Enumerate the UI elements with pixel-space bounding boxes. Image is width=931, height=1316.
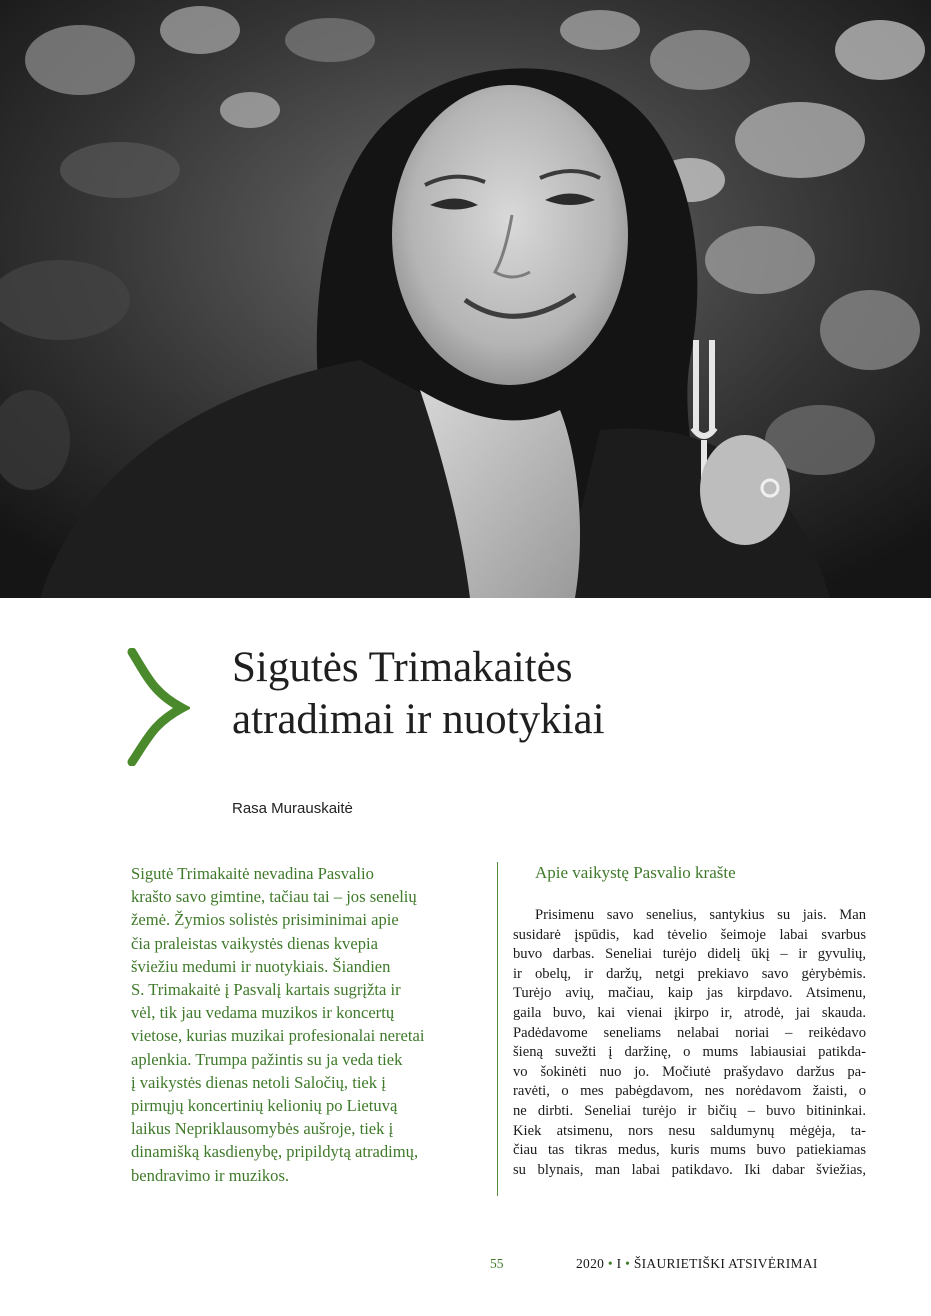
title-line: atradimai ir nuotykiai	[232, 696, 605, 743]
separator-dot: •	[625, 1256, 631, 1271]
lead-line: vėl, tik jau vedama muzikos ir koncertų	[131, 1003, 395, 1023]
body-line: šieną suvežti į daržinę, o mums labiausiai patikda-	[513, 1044, 866, 1061]
lead-paragraph	[131, 862, 476, 1187]
author-name: Rasa Murauskaitė	[232, 800, 353, 817]
lead-line: dinamišką kasdienybę, pripildytą atradimų,	[131, 1142, 419, 1162]
angle-bracket-icon	[118, 648, 190, 766]
column-divider	[497, 862, 498, 1196]
body-line: Kiek atsimenu, nors nesu saldumynų mėgėja, ta-	[513, 1122, 866, 1139]
lead-line: šviežiu medumi ir nuotykiais. Šiandien	[131, 956, 391, 976]
lead-line: bendravimo ir muzikos.	[131, 1165, 290, 1185]
lead-line: Sigutė Trimakaitė nevadina Pasvalio	[131, 864, 374, 883]
lead-line: S. Trimakaitė į Pasvalį kartais sugrįžta ir	[131, 980, 401, 1000]
body-line: susidarė įspūdis, kad tėvelio šeimoje labai svarbus	[513, 926, 866, 943]
lead-line: čia praleistas vaikystės dienas kvepia	[131, 933, 378, 953]
cover-photo	[0, 0, 931, 598]
body-paragraph	[513, 906, 866, 1180]
body-line: Turėjo avių, mačiau, kaip jas kirpdavo. Atsimenu,	[513, 985, 866, 1002]
separator-dot: •	[607, 1256, 613, 1271]
issue-number: I	[616, 1256, 622, 1271]
issue-info	[576, 1256, 818, 1272]
portrait-photo	[0, 0, 931, 598]
title-line: Sigutės Trimakaitės	[232, 644, 573, 691]
lead-line: krašto savo gimtine, tačiau tai – jos senelių	[131, 887, 417, 907]
body-line: ir obelų, ir daržų, netgi prekiavo savo gėrybėmis.	[513, 965, 866, 982]
body-line: čiau tas tikras medus, kuris mums buvo patiekiamas	[513, 1142, 866, 1159]
article-title	[232, 642, 605, 746]
lead-line: pirmųjų koncertinių kelionių po Lietuvą	[131, 1096, 398, 1116]
body-line: ne dirbti. Seneliai turėjo ir bičių – buvo bitininkai.	[513, 1102, 866, 1119]
lead-line: žemė. Žymios solistės prisiminimai apie	[131, 910, 399, 930]
body-line: gaila buvo, kai vienai įkirpo ir, atrodė, jai skauda.	[513, 1004, 866, 1021]
body-line: Prisimenu savo senelius, santykius su jais. Man	[535, 907, 866, 923]
lead-line: laikus Nepriklausomybės aušroje, tiek į	[131, 1119, 394, 1139]
magazine-name: ŠIAURIETIŠKI ATSIVĖRIMAI	[633, 1256, 818, 1271]
issue-year: 2020	[576, 1256, 605, 1271]
body-line: su blynais, man labai patikdavo. Iki dabar šviežias,	[513, 1161, 866, 1178]
section-heading: Apie vaikystę Pasvalio krašte	[535, 863, 736, 882]
body-line: ravėti, o mes pabėgdavom, nes norėdavom žaisti, o	[513, 1083, 866, 1100]
body-line: vo šokinėti nuo jo. Močiutė prašydavo daržus pa-	[513, 1063, 866, 1080]
lead-line: į vaikystės dienas netoli Saločių, tiek į	[131, 1072, 386, 1092]
lead-line: vietose, kurias muzikai profesionalai neretai	[131, 1026, 425, 1046]
body-line: Padėdavome seneliams nelabai noriai – reikėdavo	[513, 1024, 866, 1041]
body-line: buvo darbas. Seneliai turėjo didelį ūkį – ir gyvulių,	[513, 946, 866, 963]
page-number: 55	[490, 1256, 504, 1271]
lead-line: aplenkia. Trumpa pažintis su ja veda tiek	[131, 1049, 403, 1069]
